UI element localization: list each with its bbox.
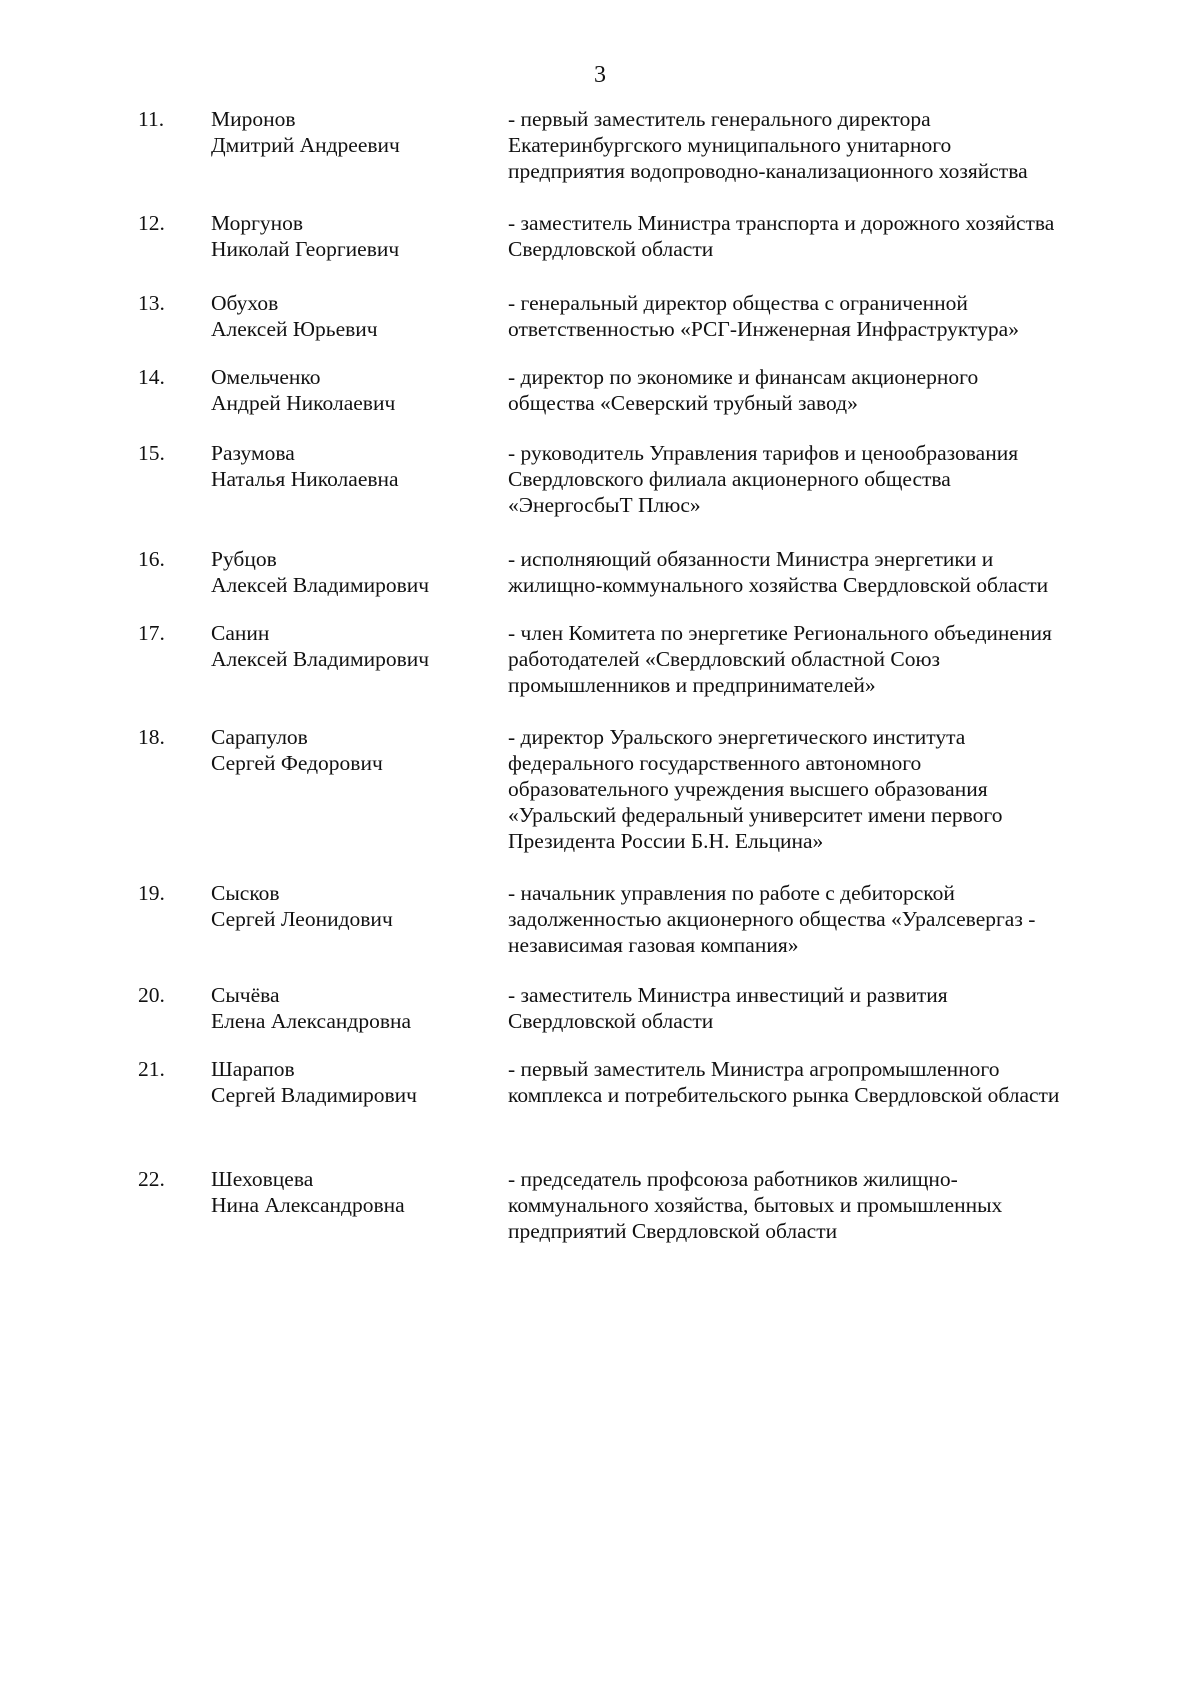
member-surname: Шеховцева <box>211 1167 314 1191</box>
member-surname: Сысков <box>211 881 280 905</box>
entry-number: 22. <box>138 1167 165 1191</box>
member-surname: Сарапулов <box>211 725 308 749</box>
member-name <box>211 290 491 342</box>
position-line: Президента России Б.Н. Ельцина» <box>508 829 824 853</box>
entry-number: 15. <box>138 441 165 465</box>
position-line: «Уральский федеральный университет имени первого <box>508 803 1003 827</box>
position-line: - генеральный директор общества с ограниченной <box>508 291 968 315</box>
position-line: - начальник управления по работе с дебиторской <box>508 881 955 905</box>
position-line: независимая газовая компания» <box>508 933 799 957</box>
position-line: коммунального хозяйства, бытовых и промышленных <box>508 1193 1003 1217</box>
member-name <box>211 724 491 776</box>
position-line: - член Комитета по энергетике Регионального объединения <box>508 621 1052 645</box>
member-given-names: Андрей Николаевич <box>211 391 396 415</box>
member-surname: Миронов <box>211 107 296 131</box>
member-position <box>508 440 1168 518</box>
entry-number: 18. <box>138 725 165 749</box>
member-surname: Рубцов <box>211 547 277 571</box>
position-line: - исполняющий обязанности Министра энергетики и <box>508 547 994 571</box>
position-line: работодателей «Свердловский областной Союз <box>508 647 941 671</box>
entry-number: 21. <box>138 1057 165 1081</box>
member-surname: Моргунов <box>211 211 304 235</box>
member-position <box>508 982 1168 1034</box>
member-position <box>508 724 1168 854</box>
position-line: образовательного учреждения высшего образования <box>508 777 988 801</box>
member-given-names: Алексей Юрьевич <box>211 317 378 341</box>
position-line: - заместитель Министра инвестиций и развития <box>508 983 948 1007</box>
position-line: Свердловского филиала акционерного общества <box>508 467 951 491</box>
member-position <box>508 1166 1168 1244</box>
entry-number: 20. <box>138 983 165 1007</box>
position-line: - первый заместитель генерального директора <box>508 107 931 131</box>
member-given-names: Наталья Николаевна <box>211 467 399 491</box>
member-name <box>211 546 491 598</box>
member-name <box>211 880 491 932</box>
member-name <box>211 364 491 416</box>
position-line: - директор Уральского энергетического института <box>508 725 966 749</box>
member-position <box>508 1056 1168 1108</box>
member-surname: Разумова <box>211 441 295 465</box>
entry-number: 11. <box>138 107 165 131</box>
member-name <box>211 1166 491 1218</box>
member-given-names: Нина Александровна <box>211 1193 405 1217</box>
position-line: общества «Северский трубный завод» <box>508 391 858 415</box>
position-line: - первый заместитель Министра агропромышленного <box>508 1057 1000 1081</box>
entry-number: 19. <box>138 881 165 905</box>
position-line: - председатель профсоюза работников жилищно- <box>508 1167 958 1191</box>
entry-number: 17. <box>138 621 165 645</box>
position-line: федерального государственного автономного <box>508 751 922 775</box>
entry-number: 14. <box>138 365 165 389</box>
entry-number: 12. <box>138 211 165 235</box>
position-line: Екатеринбургского муниципального унитарного <box>508 133 952 157</box>
member-name <box>211 982 491 1034</box>
position-line: комплекса и потребительского рынка Свердловской области <box>508 1083 1060 1107</box>
member-position <box>508 210 1168 262</box>
position-line: ответственностью «РСГ-Инженерная Инфраструктура» <box>508 317 1019 341</box>
member-name <box>211 620 491 672</box>
member-given-names: Дмитрий Андреевич <box>211 133 400 157</box>
member-surname: Шарапов <box>211 1057 295 1081</box>
member-given-names: Сергей Леонидович <box>211 907 393 931</box>
position-line: - заместитель Министра транспорта и дорожного хозяйства <box>508 211 1055 235</box>
page-number: 3 <box>594 62 606 88</box>
member-name <box>211 210 491 262</box>
member-surname: Обухов <box>211 291 279 315</box>
position-line: - директор по экономике и финансам акционерного <box>508 365 979 389</box>
position-line: жилищно-коммунального хозяйства Свердловской области <box>508 573 1049 597</box>
position-line: «ЭнергосбыТ Плюс» <box>508 493 701 517</box>
member-position <box>508 364 1168 416</box>
member-surname: Сычёва <box>211 983 280 1007</box>
entry-number: 13. <box>138 291 165 315</box>
member-given-names: Николай Георгиевич <box>211 237 400 261</box>
position-line: промышленников и предпринимателей» <box>508 673 876 697</box>
position-line: - руководитель Управления тарифов и ценообразования <box>508 441 1019 465</box>
member-given-names: Алексей Владимирович <box>211 573 430 597</box>
member-position <box>508 880 1168 958</box>
member-name <box>211 106 491 158</box>
member-surname: Санин <box>211 621 270 645</box>
member-position <box>508 106 1168 184</box>
position-line: Свердловской области <box>508 1009 714 1033</box>
position-line: предприятия водопроводно-канализационного хозяйства <box>508 159 1028 183</box>
member-given-names: Алексей Владимирович <box>211 647 430 671</box>
member-position <box>508 290 1168 342</box>
position-line: задолженностью акционерного общества «Уралсевергаз - <box>508 907 1036 931</box>
member-position <box>508 620 1168 698</box>
member-name <box>211 1056 491 1108</box>
position-line: предприятий Свердловской области <box>508 1219 838 1243</box>
member-surname: Омельченко <box>211 365 321 389</box>
member-name <box>211 440 491 492</box>
entry-number: 16. <box>138 547 165 571</box>
member-position <box>508 546 1168 598</box>
member-given-names: Сергей Федорович <box>211 751 383 775</box>
member-given-names: Сергей Владимирович <box>211 1083 417 1107</box>
member-given-names: Елена Александровна <box>211 1009 412 1033</box>
position-line: Свердловской области <box>508 237 714 261</box>
